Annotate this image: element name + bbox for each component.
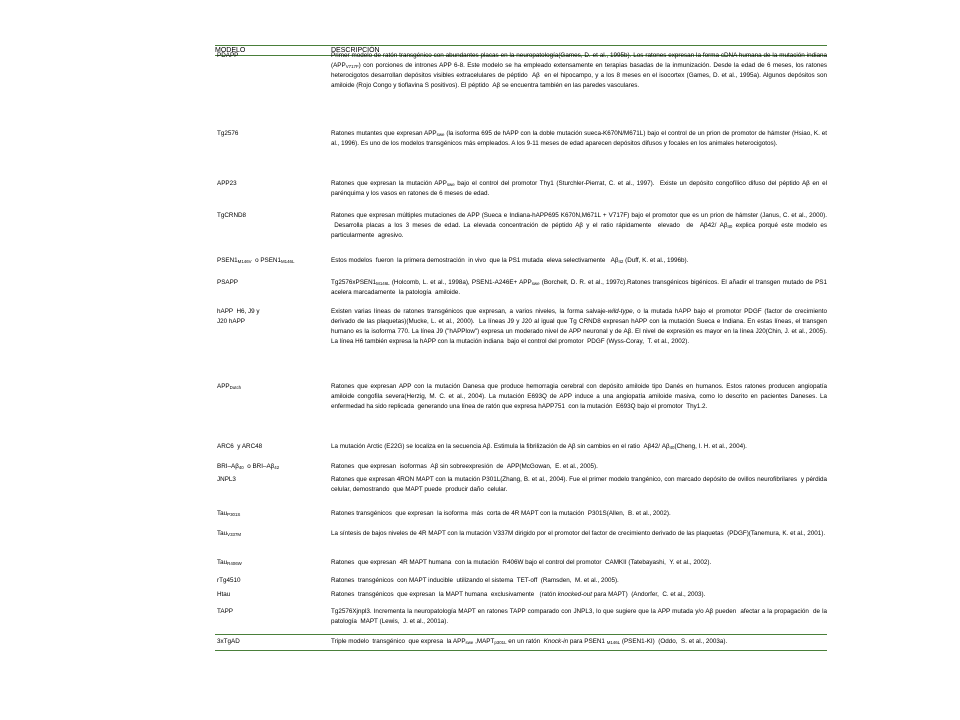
table-row [215, 509, 827, 519]
models-table [215, 45, 827, 645]
model-description: Ratones que expresan 4RON MAPT con la mutación P301L(Zhang, B. et al., 2004). Fue el primer modelo trangénico, con marcado depósito de ovillos neurofibrilares y pérdida celular, demostrando que MAPT puede producir daño celular. [331, 476, 827, 493]
table-row [215, 558, 827, 568]
model-description: Ratones transgénicos que expresan la isoforma más corta de 4R MAPT con la mutación P301S(Allen, B. et al., 2002). [331, 510, 671, 517]
model-name: JNPL3 [217, 476, 236, 483]
model-name: rTg4510 [217, 577, 241, 584]
model-name: 3xTgAD [217, 638, 240, 645]
table-row [215, 576, 827, 586]
table-row [215, 590, 827, 600]
model-description: Ratones transgénicos que expresan la MAPT humana exclusivamente (ratón knocked-out para MAPT) (Andorfer, C. et al., 2003). [331, 591, 706, 598]
table-row [215, 51, 827, 91]
table-row [215, 382, 827, 412]
model-description: Ratones que expresan 4R MAPT humana con la mutación R406W bajo el control del promotor CAMKII (Tatebayashi, Y. et al., 2002). [331, 559, 712, 566]
header-descripcion: DESCRIPCIÓN [331, 47, 380, 54]
table-row [215, 637, 827, 647]
model-description: Tg2576Xjnpl3. Incrementa la neuropatología MAPT en ratones TAPP comparado con JNPL3, lo que sugiere que la APP mutada y/o Aβ pueden afectar a la propagación de la patología MAPT (Lewis, J. et al., 2001a). [331, 608, 827, 625]
table-row [215, 529, 827, 539]
model-description: Ratones mutantes que expresan $APP_{swe}$ (la isoforma 695 de hAPP con la doble mutación sueca-K670N/M671L) bajo el control de un prion de promotor de hámster (Hsiao, K. et al., 1996). Es uno de los modelos transgénicos más empleados. A los 9-11 meses de edad aparecen depósitos difusos y focales en los animales heterocigotos). [331, 130, 827, 147]
model-description: Ratones que expresan isoformas Aβ sin sobreexpresión de APP(McGowan, E. et al., 2005). [331, 463, 598, 470]
table-row [215, 211, 827, 241]
model-description: $Tg2576xPSEN1_{M146L}$ (Holcomb, L. et al., 1998a), PSEN1-A246E+ $APP_{swe}$ (Borchelt, D. R. et al., 1997c).Ratones transgénicos bigénicos. El añadir el transgen mutado de PS1 acelera marcadamente la patología amiloide. [331, 279, 827, 296]
model-name: Htau [217, 591, 231, 598]
model-name: Tau$_{P301S}$ [217, 510, 241, 517]
model-description: Ratones que expresan la mutación $APP_{swe}$ bajo el control del promotor Thy1 (Sturchler-Pierrat, C. et al., 1997). Existe un depósito congofílico difuso del péptido Aβ en el parénquima y los vasos en ratones de 6 meses de edad. [331, 180, 827, 197]
table-row [215, 475, 827, 495]
table-row [215, 462, 827, 472]
table-row [215, 129, 827, 149]
model-name: $PSEN1_{M146V}$ o $PSEN1_{M146L}$ [217, 257, 295, 264]
model-description: Ratones transgénicos con MAPT inducible utilizando el sistema TET-off (Ramsden, M. et al., 2005). [331, 577, 619, 584]
model-description: Triple modelo transgénico que expresa la $APP_{swe}$ $,MAPT_{p301L}$ en un ratón Knock-in para PSEN1 $_{M146L}$ (PSEN1-KI) (Oddo, S. et al., 2003a). [331, 638, 728, 645]
model-name: TAPP [217, 608, 233, 615]
model-name: Tau$_{V337M}$ [217, 530, 242, 537]
model-name: hAPP H6, J9 y J20 hAPP [217, 308, 260, 325]
table-row [215, 256, 827, 266]
model-name: PDAPP [217, 52, 239, 59]
model-name: $APP_{Dutch}$ [217, 383, 242, 390]
model-name: Tau$_{R406W}$ [217, 559, 242, 566]
table-row [215, 307, 827, 347]
model-description: La mutación Arctic (E22G) se localiza en la secuencia Aβ. Estimula la fibrilización de Aβ sin cambios en el ratio Aβ42/ $A\beta_{40}(Cheng$, I. H. et al., 2004). [331, 443, 747, 450]
model-description: Existen varias líneas de ratones transgénicos que expresan, a varios niveles, la forma salvaje-wild-type, o la mutada hAPP bajo el promotor PDGF (factor de crecimiento derivado de las plaquetas)(Mucke, L. et al., 2000). La líneas J9 y J20 al igual que Tg CRND8 expresan hAPP con la mutación Sueca e Indiana. En estas líneas, el transgen humano es la isoforma 770. La línea J9 ("hAPPlow") expresa un moderado nivel de APP neuronal y de Aβ. El nivel de expresión es mayor en la línea J20(Chin, J. et al., 2005). La línea H6 también expresa la hAPP con la mutación indiana bajo el control del promotor PDGF (Wyss-Coray, T. et al., 2002). [331, 308, 827, 345]
header-modelo: MODELO [215, 47, 246, 54]
model-name: Tg2576 [217, 130, 239, 137]
model-description: Estos modelos fueron la primera demostración in vivo que la PS1 mutada eleva selectivamente $A\beta_{42}$ (Duff, K. et al., 1996b). [331, 257, 689, 264]
model-description: Primer modelo de ratón transgénico con abundantes placas en la neuropatología(Games, D. et al., 1995b). Los ratones expresan la forma cDNA humana de la mutación indiana $(APP_{V717F})$ con porciones de intrones APP 6-8. Este modelo se ha empleado extensamente en terapias basadas de la inmunización. Desde la edad de 6 meses, los ratones heterocigotos desarrollan depósitos visibles extracelulares de péptido Aβ en el hipocampo, y a los 8 meses en el isocortex (Games, D. et al., 1995a). Algunos depósitos son amiloide (Rojo Congo y tioflavina S positivos). El péptido Aβ se encuentra también en las paredes vasculares. [331, 52, 827, 89]
model-description: La síntesis de bajos niveles de 4R MAPT con la mutación V337M dirigido por el promotor del factor de crecimiento derivado de las plaquetas (PDGF)(Tanemura, K. et al., 2001). [331, 530, 826, 537]
table-row [215, 179, 827, 199]
model-description: Ratones que expresan múltiples mutaciones de APP (Sueca e Indiana-hAPP695 K670N,M671L + V717F) bajo el promotor que es un prion de hámster (Janus, C. et al., 2000). Desarrolla placas a los 3 meses de edad. La elevada concentración de péptido Aβ y el ratio rápidamente elevado de Aβ42/ $A\beta_{40}$ explica porqué este modelo es particularmente agresivo. [331, 212, 827, 239]
model-name: ARC6 y ARC48 [217, 443, 263, 450]
table-row [215, 607, 827, 627]
row-separator-rule [215, 634, 827, 635]
table-bottom-rule [215, 650, 827, 651]
model-description: Ratones que expresan APP con la mutación Danesa que produce hemorragia cerebral con depósito amiloide tipo Danés en humanos. Estos ratones producen angiopatía amiloide congofila severa(Herzig, M. C. et al., 2004). La mutación E693Q de APP induce a una angiopatía amiloide masiva, como lo descrito en pacientes Daneses. La enfermedad ha sido replicada generando una línea de ratón que expresa hAPP751 con la mutación E693Q bajo el promotor Thy1.2. [331, 383, 827, 410]
model-name: PSAPP [217, 279, 238, 286]
table-row [215, 278, 827, 298]
table-row [215, 442, 827, 452]
model-name: APP23 [217, 180, 237, 187]
model-name: TgCRND8 [217, 212, 247, 219]
model-name: BRI–$A\beta_{40}$ o BRI–$A\beta_{42}$ [217, 463, 280, 470]
